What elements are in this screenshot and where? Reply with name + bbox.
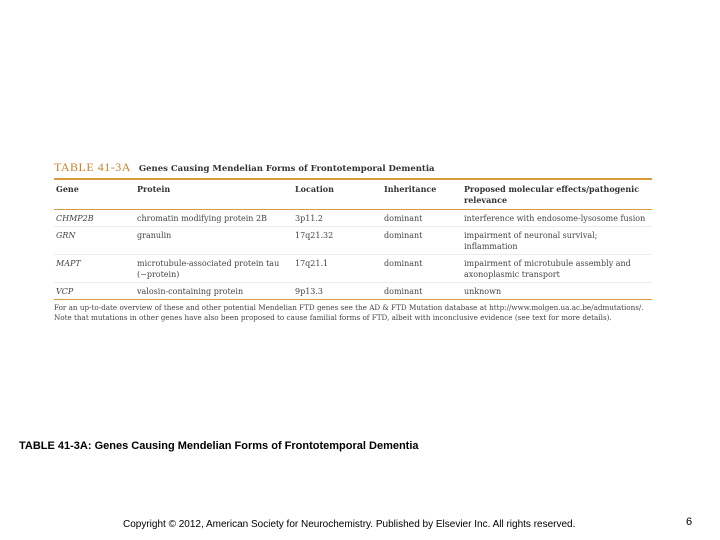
table-label: TABLE 41-3A bbox=[54, 160, 131, 174]
effects-cell: interference with endosome-lysosome fusion bbox=[462, 210, 652, 227]
inheritance-cell: dominant bbox=[382, 255, 462, 283]
gene-cell: GRN bbox=[54, 227, 135, 255]
footnote-line: For an up-to-date overview of these and other potential Mendelian FTD genes see the AD & FTD Mutation database at http://www.molgen.ua.ac.be/admutations/. bbox=[54, 303, 644, 312]
table-caption: Genes Causing Mendelian Forms of Frontotemporal Dementia bbox=[138, 164, 435, 174]
gene-cell: MAPT bbox=[54, 255, 135, 283]
slide-caption: TABLE 41-3A: Genes Causing Mendelian Forms of Frontotemporal Dementia bbox=[19, 440, 419, 452]
protein-cell: granulin bbox=[135, 227, 293, 255]
genes-table bbox=[54, 180, 652, 300]
gene-cell: CHMP2B bbox=[54, 210, 135, 227]
column-header-effects: Proposed molecular effects/pathogenic relevance bbox=[462, 180, 652, 210]
column-header-location: Location bbox=[293, 180, 382, 210]
table-figure bbox=[54, 160, 652, 323]
location-cell: 17q21.1 bbox=[293, 255, 382, 283]
column-header-inheritance: Inheritance bbox=[382, 180, 462, 210]
inheritance-cell: dominant bbox=[382, 283, 462, 300]
protein-cell: microtubule-associated protein tau (−protein) bbox=[135, 255, 293, 283]
inheritance-cell: dominant bbox=[382, 227, 462, 255]
table-row bbox=[54, 283, 652, 300]
footnote-line: Note that mutations in other genes have also been proposed to cause familial forms of FTD, albeit with inconclusive evidence (see text for more details). bbox=[54, 313, 612, 322]
table-row bbox=[54, 255, 652, 283]
copyright-notice: Copyright © 2012, American Society for Neurochemistry. Published by Elsevier Inc. All rights reserved. bbox=[123, 519, 576, 530]
table-footnote bbox=[54, 303, 652, 323]
table-row bbox=[54, 227, 652, 255]
column-header-gene: Gene bbox=[54, 180, 135, 210]
effects-cell: impairment of microtubule assembly and axonoplasmic transport bbox=[462, 255, 652, 283]
effects-cell: impairment of neuronal survival; inflammation bbox=[462, 227, 652, 255]
column-header-protein: Protein bbox=[135, 180, 293, 210]
location-cell: 3p11.2 bbox=[293, 210, 382, 227]
protein-cell: valosin-containing protein bbox=[135, 283, 293, 300]
gene-cell: VCP bbox=[54, 283, 135, 300]
table-title-bar bbox=[54, 160, 652, 180]
effects-cell: unknown bbox=[462, 283, 652, 300]
table-header-row bbox=[54, 180, 652, 210]
inheritance-cell: dominant bbox=[382, 210, 462, 227]
table-row bbox=[54, 210, 652, 227]
protein-cell: chromatin modifying protein 2B bbox=[135, 210, 293, 227]
location-cell: 17q21.32 bbox=[293, 227, 382, 255]
location-cell: 9p13.3 bbox=[293, 283, 382, 300]
page-number: 6 bbox=[686, 516, 693, 528]
